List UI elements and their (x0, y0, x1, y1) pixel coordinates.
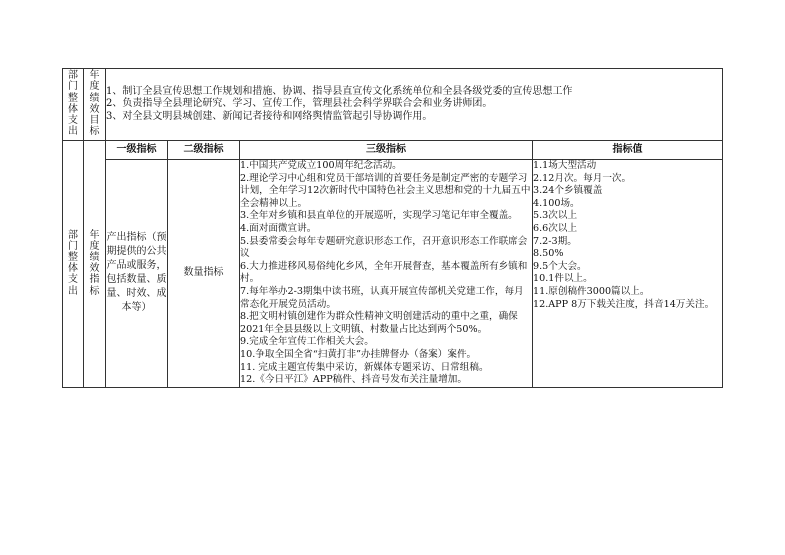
indicator-header-row (63, 141, 723, 160)
value-item: 8.50% (533, 248, 564, 260)
value-item: 2.12月次。每月一次。 (533, 172, 632, 184)
value-item: 5.3次以上 (533, 210, 578, 222)
header-level2: 二级指标 (168, 141, 240, 160)
level3-item: 8.把文明村镇创建作为群众性精神文明创建活动的重中之重，确保2021年全县县级以上文明镇、村数量占比达到两个50%。 (240, 311, 518, 335)
value-item: 12.APP 8万下载关注度，抖音14万关注。 (533, 298, 715, 310)
level3-item: 9.完成全年宣传工作相关大会。 (240, 336, 374, 348)
indicator-content-row (63, 160, 723, 388)
level3-item: 11. 完成主题宣传集中采访，新媒体专题采访、日常组稿。 (240, 361, 489, 373)
year-goal-label-cell (84, 69, 106, 141)
performance-table (62, 68, 723, 388)
goal-item: 2、负责指导全县理论研究、学习、宣传工作，管理县社会科学界联合会和业务讲师团。 (106, 98, 493, 110)
year-indicator-label-cell (84, 141, 106, 388)
goal-row (63, 69, 723, 141)
level3-item: 10.争取全国全省“扫黄打非”办挂牌督办（备案）案件。 (240, 348, 477, 360)
value-item: 9.5个大会。 (533, 260, 587, 272)
value-item: 4.100场。 (533, 197, 580, 209)
header-value: 指标值 (533, 141, 723, 160)
level3-item: 4.面对面微宣讲。 (240, 222, 317, 234)
goal-item: 1、制订全县宣传思想工作规划和措施、协调、指导县直宣传文化系统单位和全县各级党委的宣传思想工作 (106, 85, 573, 97)
level3-item: 7.每年举办2-3期集中读书班，认真开展宣传部机关党建工作，每月常态化开展党员活动。 (240, 285, 524, 310)
level3-item: 12.《今日平江》APP稿件、抖音号发布关注量增加。 (240, 374, 467, 386)
value-item: 1.1场大型活动 (533, 160, 597, 171)
dept-label-cell (63, 69, 84, 141)
level2-category: 数量指标 (168, 160, 240, 388)
value-list (533, 160, 723, 388)
value-item: 6.6次以上 (533, 222, 578, 234)
value-item: 3.24个乡镇覆盖 (533, 185, 603, 197)
level1-category: 产出指标（预期提供的公共产品或服务，包括数量、质量、时效、成本等） (106, 160, 168, 388)
level3-list (240, 160, 533, 388)
value-item: 7.2-3期。 (533, 235, 577, 247)
year-indicator-label: 年度绩效指标 (89, 229, 100, 297)
year-goal-label: 年度绩效目标 (89, 70, 100, 138)
level3-item: 1.中国共产党成立100周年纪念活动。 (240, 160, 402, 171)
level3-item: 6.大力推进移风易俗纯化乡风，全年开展督查，基本覆盖所有乡镇和村。 (240, 260, 528, 285)
header-level3: 三级指标 (240, 141, 533, 160)
goal-item: 3、对全县文明县城创建、新闻记者接待和网络舆情监管起引导协调作用。 (106, 110, 433, 122)
dept-label-cell-2 (63, 141, 84, 388)
value-item: 10.1件以上。 (533, 273, 593, 285)
level3-item: 2.理论学习中心组和党员干部培训的首要任务是制定严密的专题学习计划，全年学习12次新时代中国特色社会主义思想和党的十九届五中全会精神以上。 (240, 172, 531, 209)
value-item: 11.原创稿件3000篇以上。 (533, 285, 650, 297)
level3-item: 3.全年对乡镇和县直单位的开展巡听，实现学习笔记年审全覆盖。 (240, 210, 518, 222)
level3-item: 5.县委常委会每年专题研究意识形态工作，召开意识形态工作联席会议 (240, 235, 528, 260)
header-level1: 一级指标 (106, 141, 168, 160)
dept-label: 部门整体支出 (68, 70, 78, 138)
dept-label-2: 部门整体支出 (68, 229, 78, 297)
goal-list (106, 69, 723, 141)
